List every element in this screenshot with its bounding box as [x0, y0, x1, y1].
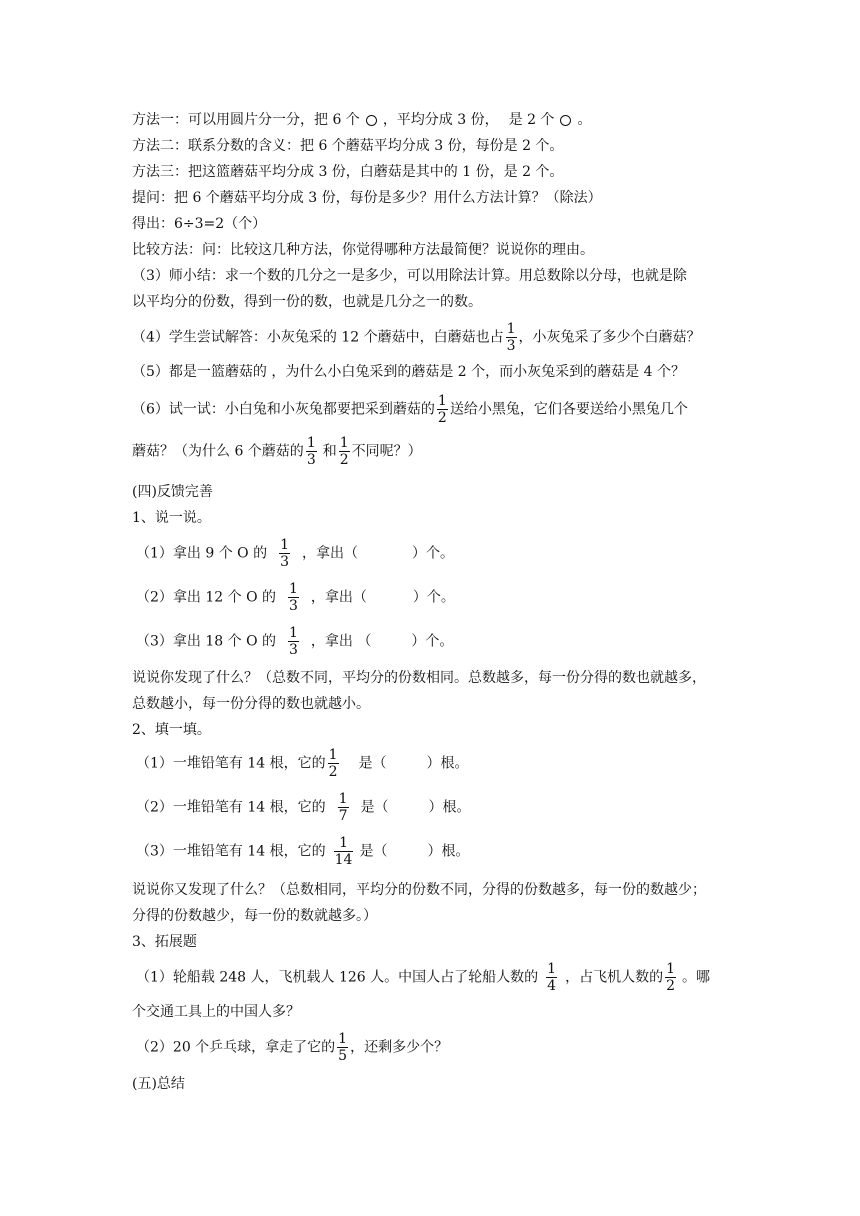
- try-line: [132, 394, 688, 425]
- numerator: 1: [328, 747, 338, 763]
- text: 不同呢？）: [351, 443, 422, 460]
- fraction-one-half: [437, 394, 448, 425]
- denominator: 2: [328, 764, 338, 780]
- text: 是（: [358, 755, 387, 772]
- numerator: 1: [280, 537, 290, 553]
- question-five-line: （5）都是一篮蘑菇的 ，为什么小白兔采到的蘑菇是 2 个，而小灰兔采到的蘑菇是 4 个？: [132, 364, 685, 380]
- numerator: 1: [506, 321, 516, 337]
- method-one-line: [132, 110, 591, 130]
- denominator: 2: [437, 410, 447, 426]
- text: 。: [577, 112, 592, 128]
- method-two-line: 方法二：联系分数的含义：把 6 个蘑菇平均分成 3 份，每份是 2 个。: [132, 138, 564, 154]
- text: 方法一：可以用圆片分一分，把 6 个: [132, 112, 360, 128]
- section-five-heading: (五)总结: [132, 1076, 185, 1092]
- text: ）根。: [428, 799, 471, 816]
- subsection-say: 1、说一说。: [132, 510, 211, 526]
- fraction-one-fifth: [337, 1032, 348, 1063]
- denominator: 7: [338, 808, 348, 824]
- numerator: 1: [289, 581, 298, 597]
- text: ）个。: [412, 545, 455, 562]
- numerator: 1: [338, 1031, 348, 1047]
- numerator: 1: [666, 961, 675, 977]
- fraction-one-third: [279, 538, 290, 569]
- circle-icon: [560, 115, 571, 126]
- denominator: 3: [289, 598, 298, 614]
- extension-question-2: [136, 1032, 448, 1063]
- fraction-one-half: [328, 748, 339, 779]
- section-four-heading: (四)反馈完善: [132, 484, 213, 500]
- compare-line: 比较方法：问：比较这几种方法，你觉得哪种方法最简便？说说你的理由。: [132, 242, 594, 258]
- text: （1）轮船载 248 人，飞机载人 126 人。中国人占了轮船人数的: [136, 969, 539, 986]
- fraction-one-half: [665, 962, 676, 993]
- numerator: 1: [547, 961, 557, 977]
- text: 是（: [360, 799, 389, 816]
- text: （3）一堆铅笔有 14 根，它的: [136, 843, 326, 860]
- say-question-1: [136, 538, 454, 569]
- text: 蘑菇？（为什么 6 个蘑菇的: [132, 443, 304, 460]
- denominator: 3: [289, 642, 298, 658]
- text: ）根。: [427, 843, 470, 860]
- fill-conclusion-1: 说说你又发现了什么？（总数相同，平均分的份数不同，分得的份数越多，每一份的数越少；: [132, 882, 706, 898]
- text: 和: [322, 443, 337, 460]
- denominator: 14: [334, 852, 353, 868]
- denominator: 3: [306, 452, 316, 468]
- text: ）个。: [411, 633, 454, 650]
- say-conclusion-1: 说说你发现了什么？（总数不同，平均分的份数相同。总数越多，每一份分得的数也就越多，: [132, 670, 706, 686]
- numerator: 1: [338, 791, 348, 807]
- numerator: 1: [306, 435, 316, 451]
- extension-question-1-cont: 个交通工具上的中国人多？: [132, 1004, 300, 1020]
- text: ，拿出 （: [310, 633, 372, 650]
- summary-line-2: 以平均分的份数，得到一份的数，也就是几分之一的数。: [132, 294, 482, 310]
- try-line-2: [132, 436, 422, 467]
- subsection-fill: 2、填一填。: [132, 722, 211, 738]
- denominator: 2: [339, 452, 349, 468]
- say-conclusion-2: 总数越小，每一份分得的数也就越小。: [132, 696, 370, 712]
- text: ）个。: [412, 589, 455, 606]
- denominator: 3: [506, 338, 516, 354]
- fill-question-1: [136, 748, 469, 779]
- fraction-one-third: [288, 626, 299, 657]
- result-line: 得出：6÷3=2（个）: [132, 216, 267, 232]
- fill-question-2: [136, 792, 471, 823]
- fraction-one-quarter: [546, 962, 557, 993]
- summary-line-1: （3）师小结：求一个数的几分之一是多少，可以用除法计算。用总数除以分母，也就是除: [132, 268, 687, 284]
- say-question-3: [136, 626, 453, 657]
- circle-icon: [366, 115, 377, 126]
- text: ，拿出（: [302, 545, 359, 562]
- fraction-one-seventh: [338, 792, 349, 823]
- text: 送给小黑兔，它们各要送给小黑兔几个: [449, 401, 688, 418]
- say-question-2: [136, 582, 455, 613]
- text: ，还剩多少个？: [350, 1039, 449, 1056]
- denominator: 2: [666, 978, 675, 994]
- text: ，拿出（: [310, 589, 367, 606]
- text: 是（: [359, 843, 388, 860]
- fill-conclusion-2: 分得的份数越少，每一份的数就越多。）: [132, 908, 377, 924]
- text: ）根。: [426, 755, 469, 772]
- question-line: 提问：把 6 个蘑菇平均分成 3 份，每份是多少？用什么方法计算？（除法）: [132, 190, 602, 206]
- subsection-extension: 3、拓展题: [132, 934, 197, 950]
- fraction-one-fourteenth: [334, 836, 354, 867]
- denominator: 3: [280, 554, 290, 570]
- numerator: 1: [289, 625, 298, 641]
- extension-question-1: [136, 962, 710, 993]
- fraction-one-third: [506, 322, 517, 353]
- text: ，小灰兔采了多少个白蘑菇？: [518, 329, 701, 346]
- text: （1）拿出 9 个 O 的: [136, 545, 268, 562]
- fill-question-3: [136, 836, 469, 867]
- numerator: 1: [339, 435, 349, 451]
- numerator: 1: [339, 835, 348, 851]
- text: （6）试一试：小白兔和小灰兔都要把采到蘑菇的: [132, 401, 435, 418]
- text: 。哪: [682, 969, 710, 986]
- fraction-one-third: [288, 582, 299, 613]
- text: （3）拿出 18 个 O 的: [136, 633, 276, 650]
- text: （2）20 个乒乓球，拿走了它的: [136, 1039, 336, 1056]
- text: （1）一堆铅笔有 14 根，它的: [136, 755, 326, 772]
- text: ，平均分成 3 份，: [382, 112, 499, 128]
- fraction-one-third: [306, 436, 317, 467]
- denominator: 5: [338, 1048, 348, 1064]
- text: ，占飞机人数的: [565, 969, 664, 986]
- text: 是 2 个: [508, 112, 555, 128]
- fraction-one-half: [339, 436, 350, 467]
- attempt-line: [132, 322, 701, 353]
- method-three-line: 方法三：把这篮蘑菇平均分成 3 份，白蘑菇是其中的 1 份，是 2 个。: [132, 164, 564, 180]
- denominator: 4: [547, 978, 557, 994]
- text: （4）学生尝试解答：小灰兔采的 12 个蘑菇中，白蘑菇也占: [132, 329, 504, 346]
- text: （2）拿出 12 个 O 的: [136, 589, 276, 606]
- text: （2）一堆铅笔有 14 根，它的: [136, 799, 326, 816]
- numerator: 1: [437, 393, 447, 409]
